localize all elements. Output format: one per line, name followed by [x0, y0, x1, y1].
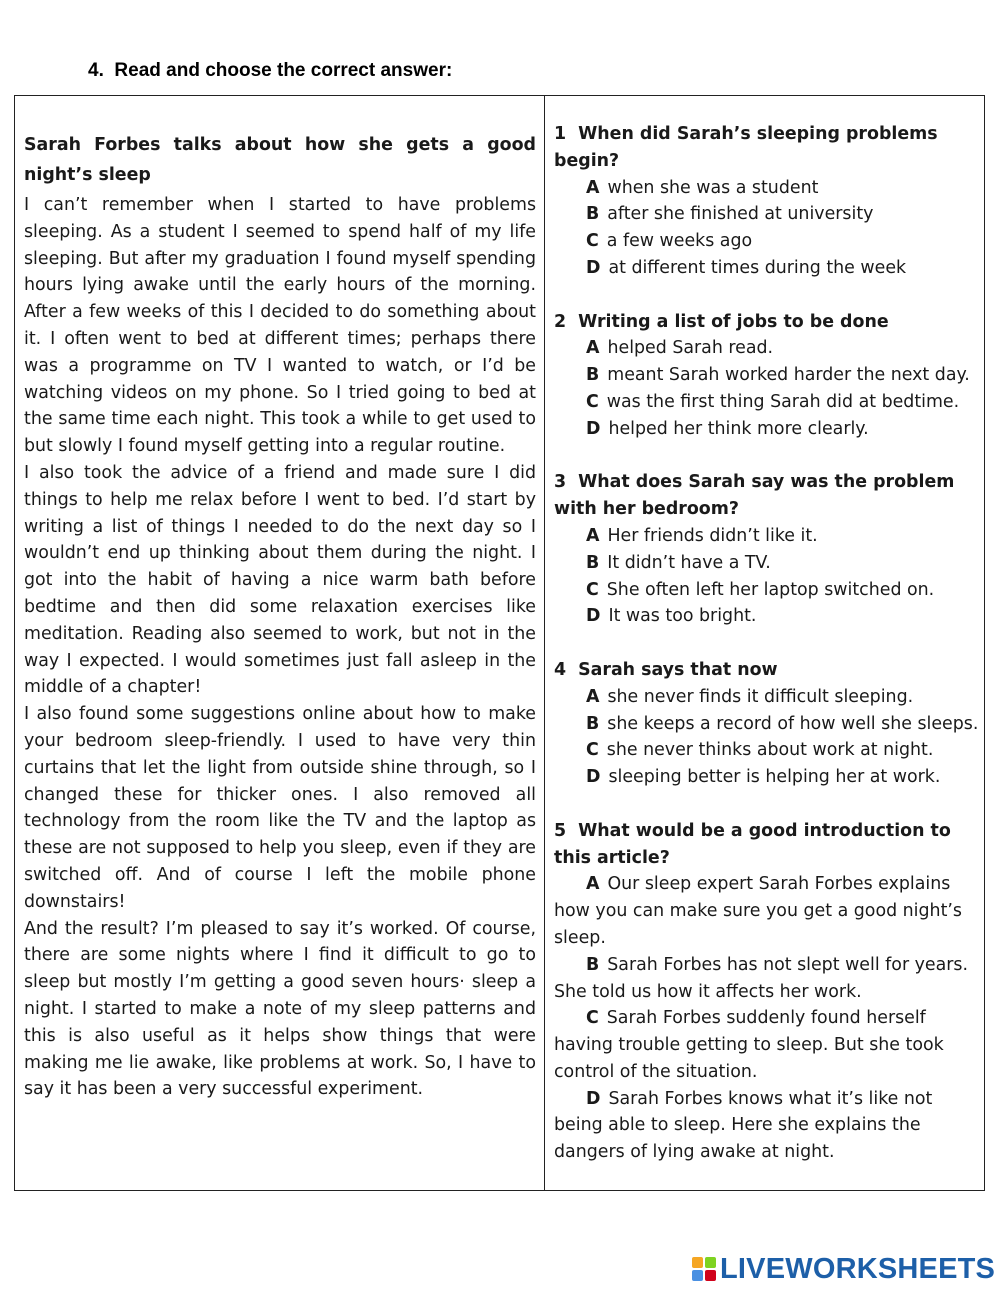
- option-text: meant Sarah worked harder the next day.: [607, 365, 970, 386]
- option-text: helped her think more clearly.: [608, 418, 869, 439]
- option-text: It didn’t have a TV.: [607, 552, 771, 573]
- answer-option[interactable]: [554, 737, 980, 764]
- article-paragraph: And the result? I’m pleased to say it’s worked. Of course, there are some nights where I find it difficult to go to sleep but mostly I’m getting a good seven hours· sleep a night. I started to make a note of my sleep patterns and this is also useful as it helps show things that were making me lie awake, like problems at work. So, I have to say it has been a very successful experiment.: [24, 918, 536, 1100]
- option-text: after she finished at university: [607, 204, 874, 225]
- option-letter: B: [586, 954, 600, 975]
- question-1: [554, 121, 980, 282]
- column-divider: [544, 96, 545, 1190]
- answer-option[interactable]: [554, 764, 980, 791]
- question-number: 2: [554, 311, 567, 332]
- answer-option[interactable]: [554, 389, 980, 416]
- option-text: She often left her laptop switched on.: [606, 579, 935, 600]
- answer-option[interactable]: [554, 603, 980, 630]
- option-letter: B: [586, 552, 600, 573]
- option-letter: C: [586, 740, 599, 761]
- answer-option[interactable]: [554, 255, 980, 282]
- option-text: a few weeks ago: [606, 231, 753, 252]
- option-text: sleeping better is helping her at work.: [608, 767, 941, 788]
- option-letter: A: [586, 525, 600, 546]
- article-paragraph: I also took the advice of a friend and made sure I did things to help me relax before I went to bed. I’d start by writing a list of things I needed to do the next day so I wouldn’t end up thinking about them during the night. I got into the habit of having a nice warm bath before bedtime and then did some relaxation exercises like meditation. Reading also seemed to work, but not in the way I expected. I would sometimes just fall asleep in the middle of a chapter!: [24, 462, 536, 698]
- answer-option[interactable]: [554, 201, 980, 228]
- logo-text: LIVEWORKSHEETS: [720, 1252, 996, 1285]
- option-text: Sarah Forbes has not slept well for years. She told us how it affects her work.: [554, 954, 969, 1002]
- question-label: What would be a good introduction to this article?: [554, 820, 951, 868]
- option-text: Our sleep expert Sarah Forbes explains how you can make sure you get a good night’s sleep.: [554, 874, 962, 948]
- question-text: [554, 469, 980, 523]
- option-text: It was too bright.: [608, 606, 757, 627]
- answer-option[interactable]: [554, 577, 980, 604]
- answer-option[interactable]: [554, 523, 980, 550]
- answer-option[interactable]: [554, 550, 980, 577]
- question-label: When did Sarah’s sleeping problems begin?: [554, 124, 938, 171]
- answer-option[interactable]: [554, 871, 980, 951]
- question-number: 4: [554, 659, 567, 680]
- option-letter: C: [586, 231, 599, 252]
- question-2: [554, 309, 980, 443]
- answer-option[interactable]: [554, 416, 980, 443]
- option-letter: C: [586, 391, 599, 412]
- option-letter: D: [586, 418, 601, 439]
- option-letter: A: [586, 874, 600, 895]
- option-text: at different times during the week: [608, 257, 907, 278]
- option-text: she never thinks about work at night.: [606, 740, 934, 761]
- answer-option[interactable]: [554, 362, 980, 389]
- question-3: [554, 469, 980, 630]
- option-letter: A: [586, 338, 600, 359]
- answer-option[interactable]: [554, 175, 980, 202]
- option-text: was the first thing Sarah did at bedtime.: [606, 391, 960, 412]
- question-label: Sarah says that now: [578, 659, 778, 680]
- question-number: 5: [554, 820, 567, 841]
- option-letter: B: [586, 204, 600, 225]
- option-text: she never finds it difficult sleeping.: [607, 686, 914, 707]
- answer-option[interactable]: [554, 335, 980, 362]
- option-text: Sarah Forbes suddenly found herself having trouble getting to sleep. But she took control of the situation.: [554, 1008, 944, 1082]
- answer-option[interactable]: [554, 1086, 980, 1166]
- option-text: Her friends didn’t like it.: [607, 525, 818, 546]
- answer-option[interactable]: [554, 1005, 980, 1085]
- exercise-table: [14, 95, 985, 1191]
- logo-square-icon: [692, 1270, 703, 1281]
- option-letter: D: [586, 1088, 601, 1109]
- logo-square-icon: [692, 1257, 703, 1268]
- option-text: she keeps a record of how well she sleeps.: [607, 713, 979, 734]
- option-letter: B: [586, 365, 600, 386]
- answer-option[interactable]: [554, 684, 980, 711]
- exercise-heading: 4. Read and choose the correct answer:: [88, 60, 453, 81]
- liveworksheets-logo[interactable]: [692, 1253, 995, 1285]
- article-column: [24, 130, 536, 1103]
- option-text: Sarah Forbes knows what it’s like not being able to sleep. Here she explains the dangers of lying awake at night.: [554, 1088, 933, 1163]
- question-number: 1: [554, 124, 567, 144]
- option-letter: A: [586, 686, 600, 707]
- answer-option[interactable]: [554, 952, 980, 1006]
- logo-square-icon: [705, 1270, 716, 1281]
- question-number: 3: [554, 472, 567, 493]
- logo-square-icon: [705, 1257, 716, 1268]
- option-letter: C: [586, 1008, 599, 1029]
- answer-option[interactable]: [554, 228, 980, 255]
- article-title: Sarah Forbes talks about how she gets a good night’s sleep: [24, 135, 536, 185]
- question-text: [554, 309, 980, 336]
- option-letter: D: [586, 767, 601, 788]
- article-paragraph: I also found some suggestions online about how to make your bedroom sleep-friendly. I used to have very thin curtains that let the light from outside shine through, so I changed these for thicker ones. I also removed all technology from the room like the TV and the laptop as these are not supposed to help you sleep, even if they are switched off. And of course I left the mobile phone downstairs!: [24, 704, 536, 912]
- option-letter: C: [586, 579, 599, 600]
- question-text: [554, 657, 980, 684]
- question-5: [554, 818, 980, 1166]
- questions-column: [554, 121, 980, 1193]
- option-letter: B: [586, 713, 600, 734]
- option-letter: D: [586, 606, 601, 627]
- answer-option[interactable]: [554, 711, 980, 738]
- option-text: helped Sarah read.: [607, 338, 774, 359]
- question-label: What does Sarah say was the problem with her bedroom?: [554, 472, 955, 520]
- question-label: Writing a list of jobs to be done: [578, 311, 889, 332]
- option-letter: D: [586, 257, 601, 278]
- article-paragraph: I can’t remember when I started to have problems sleeping. As a student I seemed to spend half of my life sleeping. But after my graduation I found myself spending hours lying awake until the early hours of the morning. After a few weeks of this I decided to do something about it. I often went to bed at different times; perhaps there was a programme on TV I wanted to watch, or I’d be watching videos on my phone. So I tried going to bed at the same time each night. This took a while to get used to but slowly I found myself getting into a regular routine.: [24, 195, 536, 457]
- question-text: [554, 818, 980, 872]
- liveworksheets-mark-icon: [692, 1257, 716, 1281]
- option-text: when she was a student: [607, 177, 819, 198]
- question-4: [554, 657, 980, 791]
- option-letter: A: [586, 177, 600, 198]
- question-text: [554, 121, 980, 175]
